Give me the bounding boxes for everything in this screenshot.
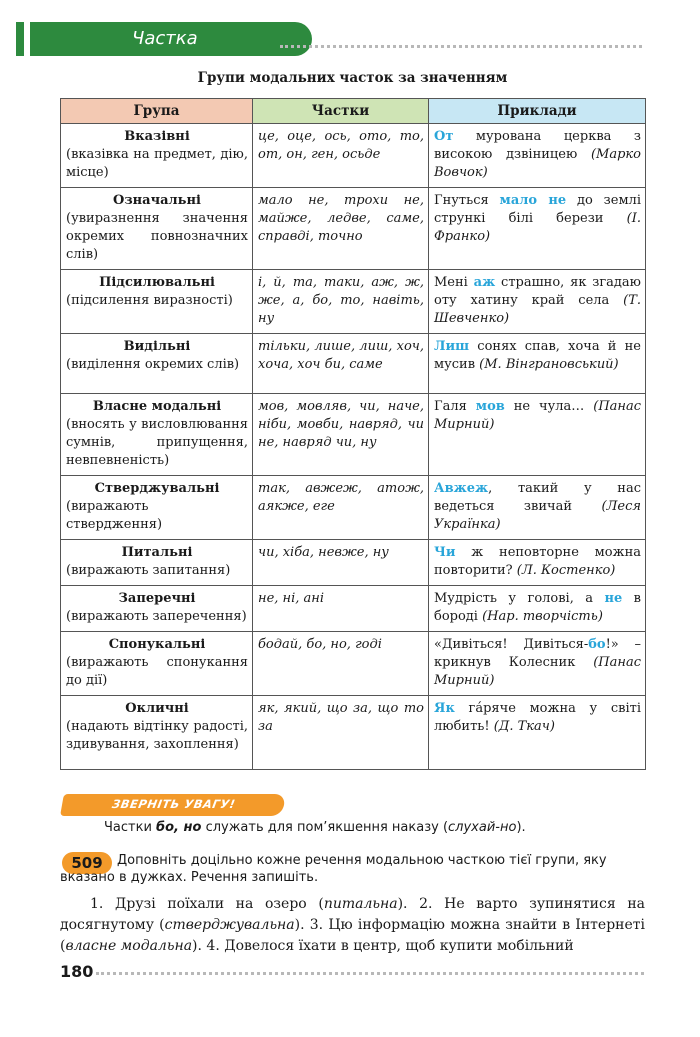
example-cell — [429, 476, 646, 540]
example-text: страшно, як згадаю оту хатину край села — [434, 275, 641, 308]
example-text: мурована церква з високою дзвіницею — [434, 129, 641, 162]
group-name: Підсилювальні — [99, 275, 215, 290]
particles-cell: і, й, та, таки, аж, ж, же, а, бо, то, навіть, ну — [253, 270, 429, 334]
example-text: !» – крикнув Колесник — [434, 637, 641, 670]
example-cell — [429, 540, 646, 586]
example-source: (І. Франко) — [434, 211, 641, 244]
example-highlight: мов — [475, 399, 505, 414]
example-cell — [429, 334, 646, 394]
example-text: «Дивіться! Дивіться- — [434, 637, 589, 652]
group-cell — [61, 632, 253, 696]
group-name: Видільні — [123, 339, 191, 354]
particles-cell: тільки, лише, лиш, хоч, хоча, хоч би, саме — [253, 334, 429, 394]
table-row — [61, 334, 646, 394]
attention-banner — [60, 794, 286, 816]
modal-particles-table — [60, 98, 646, 770]
table-header-row — [61, 99, 646, 124]
attention-label: ЗВЕРНІТЬ УВАГУ! — [110, 797, 237, 811]
example-text: , такий у нас ведеться звичай — [434, 481, 641, 514]
column-header-particles: Частки — [253, 99, 429, 124]
group-cell — [61, 476, 253, 540]
example-text: до землі стрункі білі берези — [434, 193, 641, 226]
table-row — [61, 632, 646, 696]
example-text: не чула… — [504, 399, 594, 414]
table-row — [61, 696, 646, 770]
group-description: (виражають запитання) — [66, 563, 231, 578]
example-highlight: Як — [434, 701, 455, 716]
group-description: (виражають заперечення) — [66, 609, 247, 624]
example-source: (Л. Костенко) — [516, 563, 616, 578]
example-source: (Панас Мирний) — [434, 399, 642, 432]
group-cell — [61, 696, 253, 770]
group-name: Окличні — [125, 701, 189, 716]
header-accent-bar — [16, 22, 24, 56]
example-text: Мені — [434, 275, 474, 290]
example-source: (Леся Українка) — [434, 499, 641, 532]
group-description: (виражають спонукання до дії) — [66, 655, 248, 688]
example-highlight: мало не — [499, 193, 567, 208]
table-row — [61, 586, 646, 632]
footer-dotted-line — [96, 972, 644, 975]
particles-cell: мало не, трохи не, майже, ледве, саме, справді, точно — [253, 188, 429, 270]
group-name: Питальні — [121, 545, 193, 560]
attention-note: Частки бо, но служать для пом’якшення наказу (слухай-но). — [104, 820, 526, 835]
particles-cell: як, який, що за, що то за — [253, 696, 429, 770]
example-cell — [429, 270, 646, 334]
example-cell — [429, 632, 646, 696]
example-source: (Нар. творчість) — [482, 609, 603, 624]
group-name: Означальні — [113, 193, 201, 208]
example-highlight: От — [434, 129, 454, 144]
group-description: (вказівка на предмет, дію, місце) — [66, 147, 248, 180]
example-highlight: Авжеж — [434, 481, 489, 496]
particles-cell: так, авжеж, атож, аякже, еге — [253, 476, 429, 540]
group-cell — [61, 270, 253, 334]
table-row — [61, 124, 646, 188]
example-text: Гнуться — [434, 193, 500, 208]
table-row — [61, 270, 646, 334]
exercise-number-badge: 509 — [62, 852, 112, 874]
example-highlight: бо — [588, 637, 606, 652]
example-cell — [429, 586, 646, 632]
example-cell — [429, 188, 646, 270]
table-title: Групи модальних часток за значенням — [197, 70, 508, 86]
column-header-examples: Приклади — [429, 99, 646, 124]
example-source: (Т. Шевченко) — [434, 293, 641, 326]
group-description: (підсилення виразності) — [66, 293, 233, 308]
group-name: Спонукальні — [108, 637, 206, 652]
group-name: Стверджувальні — [94, 481, 220, 496]
example-text: гáряче можна у світі любить! — [434, 701, 641, 734]
exercise-task: Доповніть доцільно кожне речення модальною часткою тієї групи, яку вказано в дужках. Речення запишіть. — [60, 853, 607, 885]
particles-cell: мов, мовляв, чи, наче, ніби, мовби, навряд, чи не, навряд чи, ну — [253, 394, 429, 476]
section-header-tab — [30, 22, 312, 56]
section-label: Частка — [132, 28, 198, 49]
group-description: (виділення окремих слів) — [66, 357, 240, 372]
page-number: 180 — [60, 962, 94, 981]
example-source: (Д. Ткач) — [493, 719, 555, 734]
group-description: (увиразнення значення окремих повнозначних слів) — [66, 211, 248, 262]
group-description: (надають відтінку радості, здивування, захоплення) — [66, 719, 248, 752]
example-highlight: аж — [473, 275, 496, 290]
example-highlight: не — [604, 591, 623, 606]
group-cell — [61, 394, 253, 476]
group-cell — [61, 188, 253, 270]
example-source: (М. Вінграновський) — [479, 357, 619, 372]
particles-cell: це, оце, ось, ото, то, от, он, ген, осьде — [253, 124, 429, 188]
example-text: ж неповторне можна повторити? — [434, 545, 641, 578]
example-text: в бороді — [434, 591, 641, 624]
example-highlight: Чи — [434, 545, 456, 560]
particles-cell: бодай, бо, но, годі — [253, 632, 429, 696]
example-text: сонях спав, хоча й не мусив — [434, 339, 641, 372]
header-dotted-line — [280, 45, 642, 48]
example-cell — [429, 696, 646, 770]
table-row — [61, 476, 646, 540]
particles-cell: не, ні, ані — [253, 586, 429, 632]
column-header-group: Група — [61, 99, 253, 124]
group-cell — [61, 334, 253, 394]
example-source: (Панас Мирний) — [434, 655, 641, 688]
example-source: (Марко Вовчок) — [434, 147, 641, 180]
particles-cell: чи, хіба, невже, ну — [253, 540, 429, 586]
group-name: Вказівні — [124, 129, 190, 144]
group-cell — [61, 540, 253, 586]
example-text: Галя — [434, 399, 476, 414]
group-cell — [61, 124, 253, 188]
example-cell — [429, 394, 646, 476]
group-cell — [61, 586, 253, 632]
group-description: (виражають ствердження) — [66, 499, 163, 532]
example-highlight: Лиш — [434, 339, 470, 354]
exercise-text: 1. Друзі поїхали на озеро (питальна). 2. Не варто зупинятися на досягнутому (стверджувальна). 3. Цю інформацію можна знайти в Інтернеті (власне модальна). 4. Довелося їхати в центр, щоб купити мобільний — [60, 896, 645, 954]
group-name: Власне модальні — [92, 399, 222, 414]
table-row — [61, 540, 646, 586]
table-row — [61, 394, 646, 476]
example-text: Мудрість у голові, а — [434, 591, 605, 606]
table-row — [61, 188, 646, 270]
group-name: Заперечні — [118, 591, 196, 606]
group-description: (вносять у висловлювання сумнів, припущення, невпевненість) — [66, 417, 248, 468]
example-cell — [429, 124, 646, 188]
